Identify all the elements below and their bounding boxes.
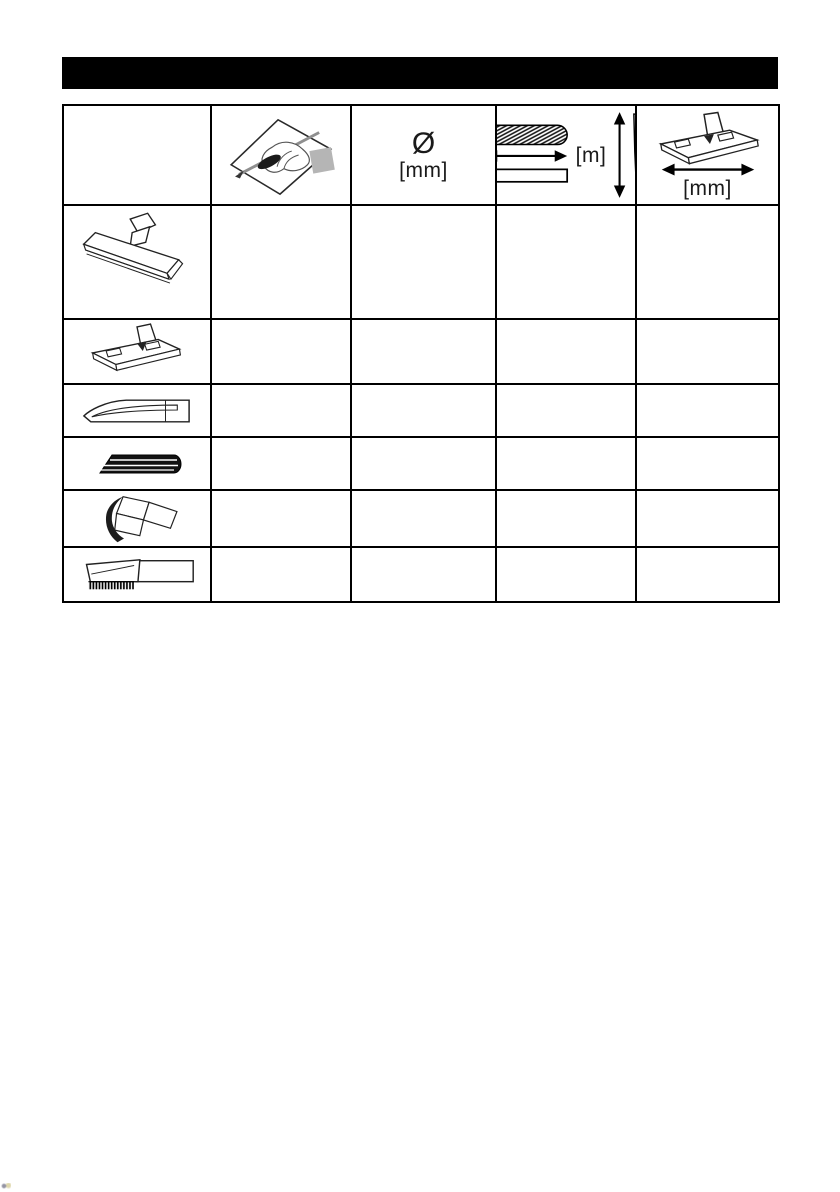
cell-accessory [63,437,211,490]
upholstery-nozzle-icon [64,452,210,476]
accessory-table [62,104,780,603]
crevice-nozzle-icon [64,397,210,425]
table-row [63,490,779,547]
hose-and-tube-icon [496,123,571,187]
scan-artifact [1,1183,11,1189]
header-cell-width [636,105,779,205]
floor-nozzle-width-icon [647,110,769,176]
cell-notes [211,319,351,384]
cell-accessory [63,384,211,437]
cell-width [636,547,779,602]
diameter-unit: [mm] [399,158,448,182]
header-cell-diameter [351,105,496,205]
cell-notes [211,384,351,437]
table-row [63,205,779,319]
cell-width [636,319,779,384]
hard-floor-nozzle-icon [64,211,210,295]
header-cell-accessory [63,105,211,205]
cell-accessory [63,490,211,547]
table-row [63,437,779,490]
cell-width [636,437,779,490]
brush-nozzle-icon [64,555,210,595]
cell-diameter [351,547,496,602]
cell-length [496,319,636,384]
cell-notes [211,490,351,547]
cell-accessory [63,319,211,384]
cell-diameter [351,205,496,319]
writing-hand-icon [212,110,350,200]
cell-length [496,384,636,437]
cell-width [636,205,779,319]
cell-notes [211,547,351,602]
header-row [63,105,779,205]
cell-diameter [351,490,496,547]
table-row [63,319,779,384]
combination-floor-nozzle-icon [64,322,210,382]
tube-length-arrow-icon [611,109,636,201]
cell-diameter [351,437,496,490]
cell-diameter [351,319,496,384]
cell-diameter [351,384,496,437]
table-row [63,547,779,602]
cell-notes [211,205,351,319]
cell-accessory [63,547,211,602]
table-row [63,384,779,437]
length-unit: [m] [575,143,607,167]
header-cell-length [496,105,636,205]
cell-width [636,384,779,437]
section-title-bar [62,57,778,89]
header-cell-notes [211,105,351,205]
cell-notes [211,437,351,490]
width-unit: [mm] [683,177,732,200]
cell-length [496,547,636,602]
cell-length [496,437,636,490]
diameter-symbol: Ø [411,126,436,160]
cell-length [496,490,636,547]
angled-adapter-icon [64,493,210,545]
cell-width [636,490,779,547]
cell-accessory [63,205,211,319]
cell-length [496,205,636,319]
